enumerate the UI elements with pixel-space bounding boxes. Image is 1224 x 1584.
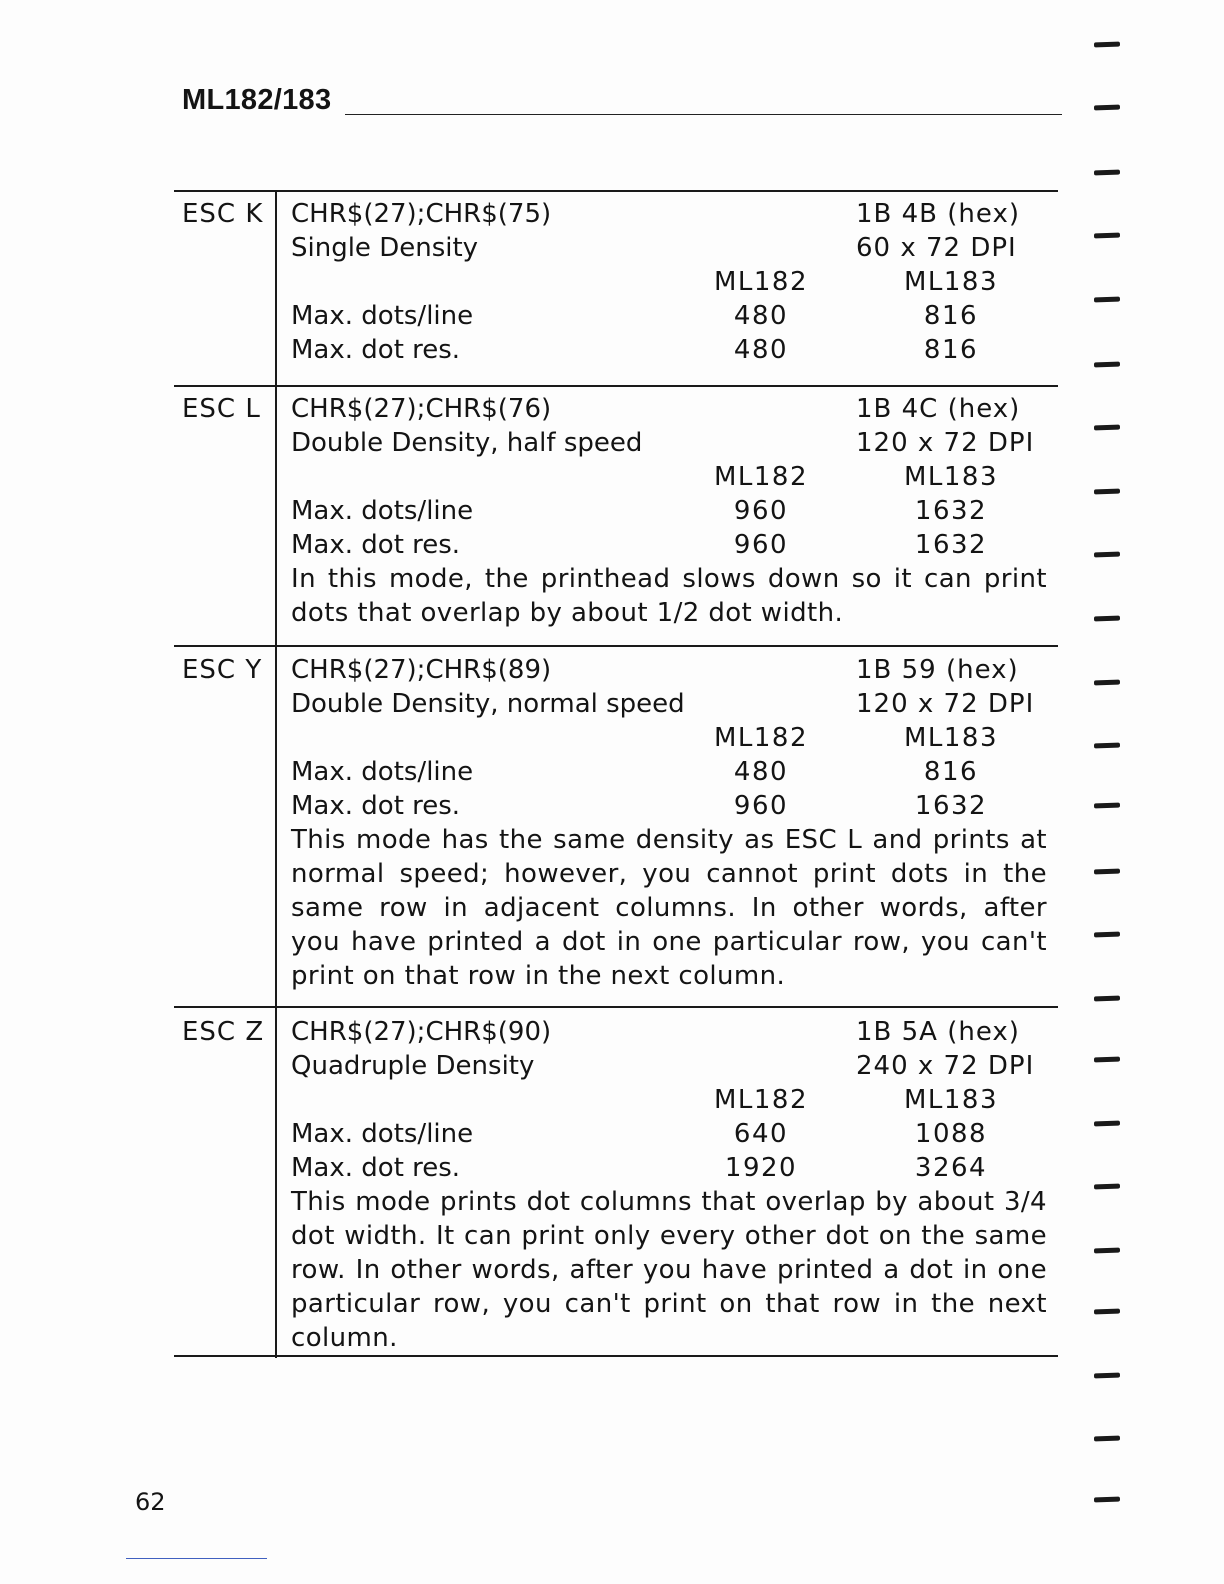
model-header-row [291, 1083, 1051, 1117]
binding-hole [1094, 1248, 1120, 1254]
mode-note: This mode has the same density as ESC L and prints at normal speed; however, you cannot print dots in the same row in adjacent columns. In other words, after you have printed a dot in one particular row, you can't print on that row in the next column. [291, 825, 1047, 991]
spec-label: Max. dot res. [291, 335, 461, 365]
ml183-value: 816 [923, 301, 979, 331]
hex-code: 1B 4B (hex) [856, 199, 1020, 229]
ml182-value: 480 [733, 757, 789, 787]
binding-hole [1094, 1057, 1120, 1063]
spec-row [291, 333, 1051, 367]
command-details [291, 197, 1051, 367]
command-details [291, 1015, 1051, 1355]
binding-holes [1094, 0, 1154, 1584]
binding-hole [1094, 803, 1120, 809]
spec-label: Max. dots/line [291, 301, 474, 331]
binding-hole [1094, 489, 1120, 495]
model-ml183-header: ML183 [903, 462, 999, 492]
page-header [182, 84, 1062, 124]
spec-label: Max. dot res. [291, 1153, 461, 1183]
model-ml182-header: ML182 [713, 462, 809, 492]
table-top-rule [174, 190, 1058, 192]
page-number: 62 [135, 1488, 166, 1516]
ml182-value: 960 [733, 530, 789, 560]
table-row-divider [174, 385, 1058, 387]
binding-hole [1094, 1121, 1120, 1127]
ml182-value: 960 [733, 791, 789, 821]
model-ml182-header: ML182 [713, 267, 809, 297]
binding-hole [1094, 932, 1120, 938]
code-row [291, 1015, 1051, 1049]
hex-code: 1B 5A (hex) [856, 1017, 1020, 1047]
binding-hole [1094, 680, 1120, 686]
mode-note: This mode prints dot columns that overlap by about 3/4 dot width. It can print only every other dot on the same row. In other words, after you have printed a dot in one particular row, you can't print on that row in the next column. [291, 1187, 1047, 1353]
model-ml183-header: ML183 [903, 723, 999, 753]
chr-code: CHR$(27);CHR$(90) [291, 1017, 552, 1047]
model-ml183-header: ML183 [903, 267, 999, 297]
hex-code: 1B 4C (hex) [856, 394, 1021, 424]
table-bottom-rule [174, 1355, 1058, 1357]
command-name: ESC L [182, 394, 261, 424]
model-ml182-header: ML182 [713, 723, 809, 753]
mode-name: Single Density [291, 233, 479, 263]
chr-code: CHR$(27);CHR$(76) [291, 394, 552, 424]
model-header-row [291, 721, 1051, 755]
dpi-value: 60 x 72 DPI [856, 233, 1017, 263]
table-column-divider [275, 190, 277, 1358]
binding-hole [1094, 1497, 1120, 1503]
binding-hole [1094, 1309, 1120, 1315]
binding-hole [1094, 552, 1120, 558]
binding-hole [1094, 105, 1120, 111]
dpi-value: 120 x 72 DPI [856, 689, 1035, 719]
binding-hole [1094, 362, 1120, 368]
binding-hole [1094, 170, 1120, 176]
page-title: ML182/183 [182, 84, 332, 116]
model-ml183-header: ML183 [903, 1085, 999, 1115]
model-ml182-header: ML182 [713, 1085, 809, 1115]
code-row [291, 653, 1051, 687]
spec-label: Max. dot res. [291, 791, 461, 821]
footer-rule [126, 1558, 267, 1559]
mode-note: In this mode, the printhead slows down so it can print dots that overlap by about 1/2 dot width. [291, 564, 1047, 628]
code-row [291, 392, 1051, 426]
binding-hole [1094, 42, 1120, 48]
ml183-value: 816 [923, 335, 979, 365]
mode-name: Double Density, half speed [291, 428, 643, 458]
spec-row [291, 789, 1051, 823]
command-name: ESC Z [182, 1017, 265, 1047]
binding-hole [1094, 425, 1120, 431]
code-row [291, 197, 1051, 231]
spec-label: Max. dots/line [291, 757, 474, 787]
ml182-value: 480 [733, 301, 789, 331]
spec-row [291, 755, 1051, 789]
spec-label: Max. dots/line [291, 1119, 474, 1149]
spec-row [291, 1151, 1051, 1185]
spec-row [291, 1117, 1051, 1151]
dpi-value: 240 x 72 DPI [856, 1051, 1035, 1081]
model-header-row [291, 265, 1051, 299]
command-details [291, 653, 1051, 993]
binding-hole [1094, 233, 1120, 239]
ml183-value: 3264 [914, 1153, 988, 1183]
command-name: ESC K [182, 199, 264, 229]
spec-label: Max. dots/line [291, 496, 474, 526]
mode-name: Quadruple Density [291, 1051, 535, 1081]
binding-hole [1094, 1184, 1120, 1190]
binding-hole [1094, 1373, 1120, 1379]
binding-hole [1094, 869, 1120, 875]
ml183-value: 1088 [914, 1119, 988, 1149]
mode-row [291, 231, 1051, 265]
command-name: ESC Y [182, 655, 263, 685]
mode-row [291, 426, 1051, 460]
binding-hole [1094, 743, 1120, 749]
binding-hole [1094, 996, 1120, 1002]
mode-name: Double Density, normal speed [291, 689, 685, 719]
spec-label: Max. dot res. [291, 530, 461, 560]
binding-hole [1094, 616, 1120, 622]
ml183-value: 1632 [914, 496, 988, 526]
ml182-value: 1920 [724, 1153, 798, 1183]
ml182-value: 960 [733, 496, 789, 526]
spec-row [291, 528, 1051, 562]
model-header-row [291, 460, 1051, 494]
table-row-divider [174, 645, 1058, 647]
ml183-value: 816 [923, 757, 979, 787]
table-row-divider [174, 1006, 1058, 1008]
header-rule [345, 114, 1062, 115]
hex-code: 1B 59 (hex) [856, 655, 1019, 685]
command-details [291, 392, 1051, 630]
binding-hole [1094, 1436, 1120, 1442]
spec-row [291, 494, 1051, 528]
mode-row [291, 687, 1051, 721]
mode-row [291, 1049, 1051, 1083]
ml183-value: 1632 [914, 791, 988, 821]
binding-hole [1094, 297, 1120, 303]
ml182-value: 640 [733, 1119, 789, 1149]
chr-code: CHR$(27);CHR$(89) [291, 655, 552, 685]
ml182-value: 480 [733, 335, 789, 365]
ml183-value: 1632 [914, 530, 988, 560]
spec-row [291, 299, 1051, 333]
chr-code: CHR$(27);CHR$(75) [291, 199, 552, 229]
dpi-value: 120 x 72 DPI [856, 428, 1035, 458]
